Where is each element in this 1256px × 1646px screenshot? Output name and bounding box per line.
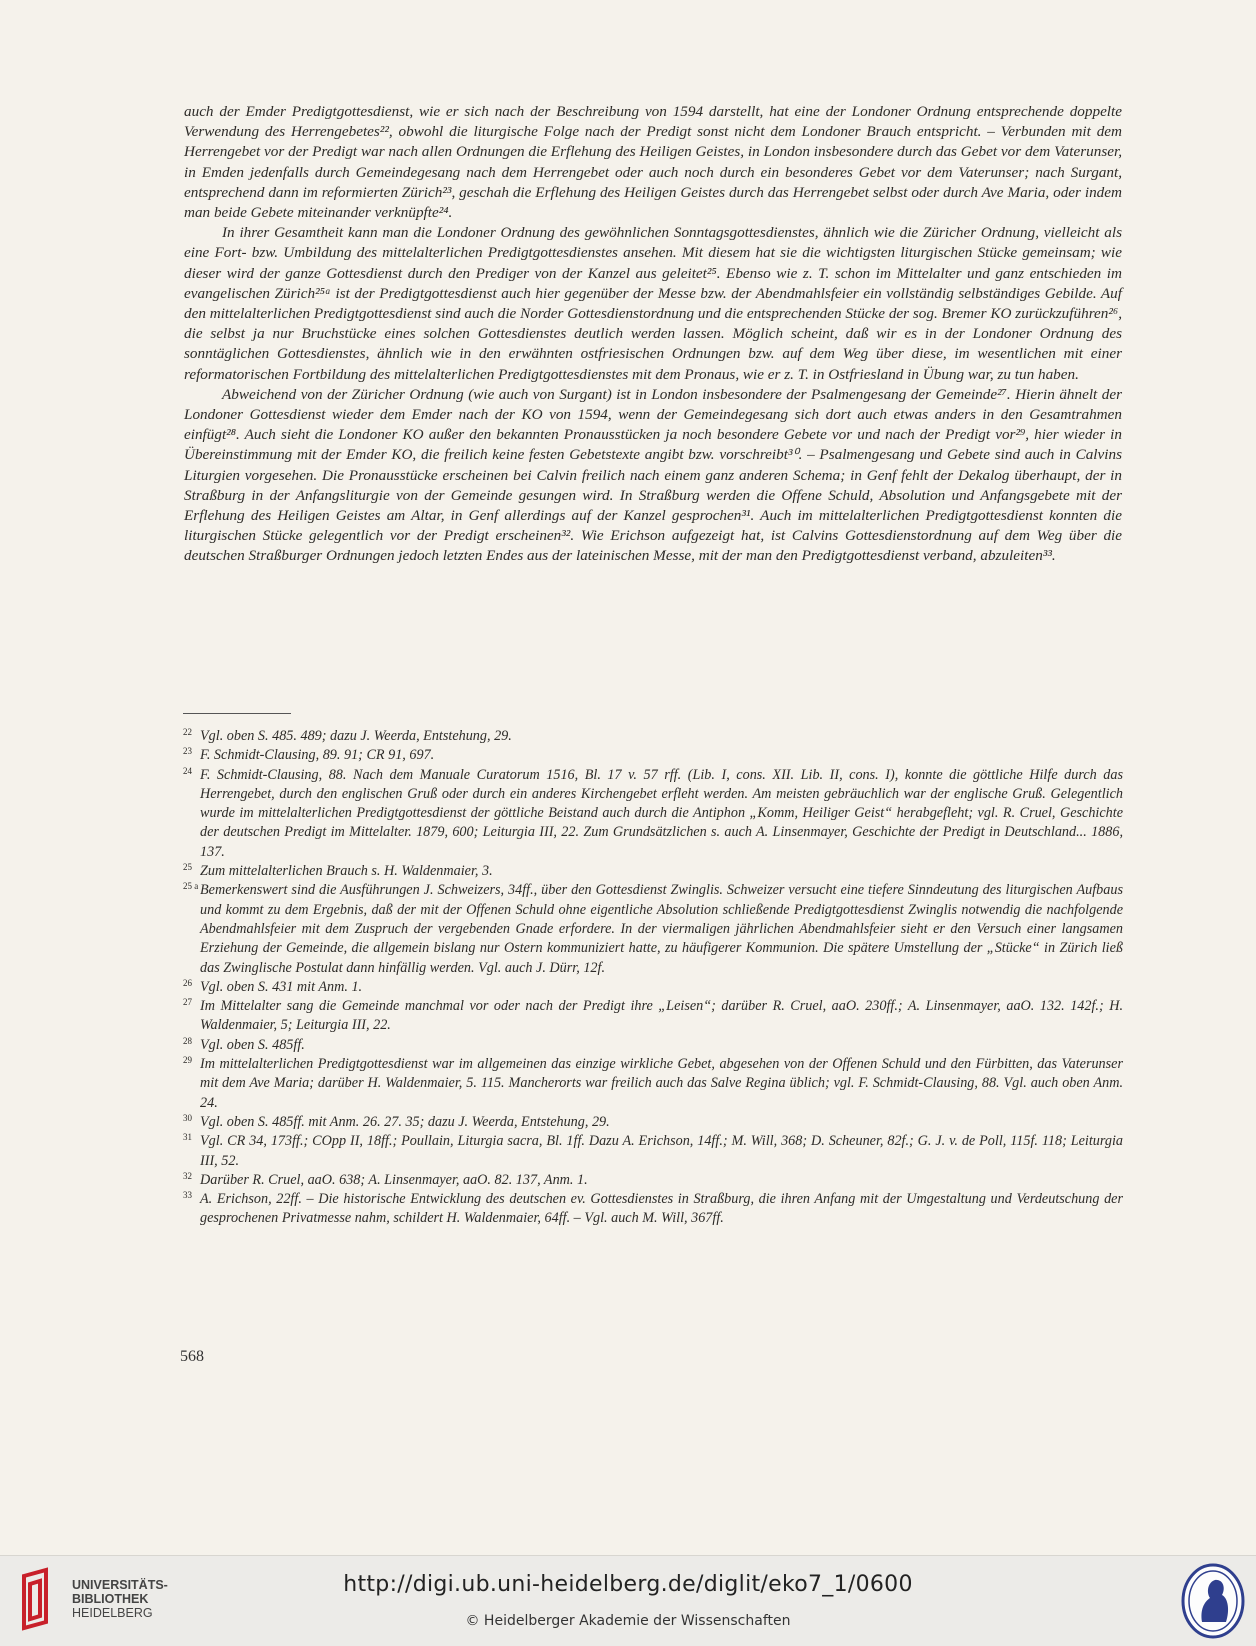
footnote-number: 27: [183, 997, 192, 1008]
footnote-number: 33: [183, 1190, 192, 1201]
footnote-number: 29: [183, 1055, 192, 1066]
footnote-number: 28: [183, 1035, 192, 1046]
footnote-25a: [183, 881, 1123, 977]
footnote-divider: [183, 713, 291, 714]
footnote-number: 23: [183, 746, 192, 757]
footnote-text: Vgl. oben S. 485ff. mit Anm. 26. 27. 35; dazu J. Weerda, Entstehung, 29.: [200, 1113, 610, 1130]
footnote-text: Vgl. oben S. 431 mit Anm. 1.: [200, 978, 363, 995]
footnote-31: [183, 1132, 1123, 1171]
footnote-text: Bemerkenswert sind die Ausführungen J. Schweizers, 34ff., über den Gottesdienst Zwinglis. Schweizer versucht eine tiefere Sinndeutung des liturgischen Aufbaus und kommt zu dem Ergebnis, daß der mit der Offenen Schuld ohne eigentliche Absolution schließende Predigtgottesdienst Zwinglis notwendig die nachfolgende Abendmahlsfeier mit dem Zuspruch der vergebenden Gnade erfordere. In der viermaligen jährlichen Abendmahlsfeier sieht er den Versuch einer langsamen Erziehung der Gemeinde, die allgemein bislang nur Ostern kommuniziert hatte, zu häufigerer Kommunion. Die spätere Umstellung der „Stücke“ in Zürich ließ das Zwinglische Postulat dann hinfällig werden. Vgl. auch J. Dürr, 12f.: [200, 882, 1123, 976]
footnotes: [183, 727, 1123, 1229]
footnote-text: Vgl. oben S. 485ff.: [200, 1036, 305, 1053]
page-number: 568: [180, 1348, 204, 1365]
footnote-33: [183, 1190, 1123, 1229]
footnote-number: 26: [183, 977, 192, 988]
footnote-28: [183, 1036, 1123, 1055]
footnote-27: [183, 997, 1123, 1036]
footnote-32: [183, 1171, 1123, 1190]
footnote-text: F. Schmidt-Clausing, 89. 91; CR 91, 697.: [200, 747, 435, 764]
footnote-text: Vgl. CR 34, 173ff.; COpp II, 18ff.; Poullain, Liturgia sacra, Bl. 1ff. Dazu A. Erichson, 14ff.; M. Will, 368; D. Scheuner, 82f.; G. J. v. de Poll, 115f. 118; Leiturgia III, 52.: [200, 1133, 1123, 1169]
main-text: [184, 102, 1122, 567]
footnote-29: [183, 1055, 1123, 1113]
paragraph-2: In ihrer Gesamtheit kann man die Londoner Ordnung des gewöhnlichen Sonntagsgottesdienstes, ähnlich wie die Züricher Ordnung, vielleicht als eine Fort- bzw. Umbildung des mittelalterlichen Predigtgottesdienstes ansehen. Mit diesem hat sie die wichtigsten liturgischen Stücke gemeinsam; wie dieser wird der ganze Gottesdienst durch den Prediger von der Kanzel aus geleitet²⁵. Ebenso wie z. T. schon im Mittelalter und ganz entschieden im evangelischen Zürich²⁵ᵃ ist der Predigtgottesdienst auch hier gegenüber der Messe bzw. der Abendmahlsfeier ein vollständig selbständiges Gebilde. Auf den mittelalterlichen Predigtgottesdienst sind auch die Norder Gottesdienstordnung und die entsprechenden Stücke der sog. Bremer KO zurückzuführen²⁶, die selbst ja nur Bruchstücke eines solchen Gottesdienstes deutlich werden lassen. Möglich scheint, daß wir es in der Londoner Ordnung des sonntäglichen Gottesdienstes, ähnlich wie in den erwähnten ostfriesischen Ordnungen bzw. auf dem Weg über diese, im wesentlichen mit einer reformatorischen Fortbildung des mittelalterlichen Predigtgottesdienstes mit dem Pronaus, wie er z. T. in Ostfriesland in Übung war, zu tun haben.: [184, 224, 1122, 383]
footnote-text: F. Schmidt-Clausing, 88. Nach dem Manuale Curatorum 1516, Bl. 17 v. 57 rff. (Lib. I, cons. XII. Lib. II, cons. I), konnte die göttliche Hilfe durch das Herrengebet, durch den englischen Gruß oder durch ein anderes Kirchengebet erfleht werden. Am meisten gebräuchlich war der englische Gruß. Gelegentlich wurde im mittelalterlichen Predigtgottesdienst der göttliche Beistand auch durch die Antiphon „Komm, Heiliger Geist“ herabgefleht; vgl. R. Cruel, Geschichte der deutschen Predigt im Mittelalter. 1879, 600; Leiturgia III, 22. Zum Grundsätzlichen s. auch A. Linsenmayer, Geschichte der Predigt in Deutschland... 1886, 137.: [200, 766, 1123, 860]
footnote-number: 22: [183, 727, 192, 737]
paragraph-1: auch der Emder Predigtgottesdienst, wie er sich nach der Beschreibung von 1594 darstellt, hat eine der Londoner Ordnung entsprechende doppelte Verwendung des Herrengebetes²², obwohl die liturgische Folge nach der Predigt sonst nicht dem Londoner Brauch entspricht. – Verbunden mit dem Herrengebet vor der Predigt war nach allen Ordnungen die Erflehung des Heiligen Geistes, in London insbesondere durch das Gebet vor dem Vaterunser, in Emden jedenfalls durch Gemeindegesang nach dem Herrengebet oder auch noch durch ein besonderes Gebet vor dem Vaterunser; nach Surgant, entsprechend dann im reformierten Zürich²³, geschah die Erflehung des Heiligen Geistes durch das Herrengebet selbst oder durch Ave Maria, oder indem man beide Gebete miteinander verknüpfte²⁴.: [184, 103, 1122, 222]
footnote-text: Im mittelalterlichen Predigtgottesdienst war im allgemeinen das einzige wirkliche Gebet, abgesehen von der Offenen Schuld und den Fürbitten, das Vaterunser mit dem Ave Maria; darüber H. Waldenmaier, 5. 115. Mancherorts war freilich auch das Salve Regina üblich; vgl. F. Schmidt-Clausing, 88. Vgl. auch oben Anm. 24.: [200, 1056, 1123, 1111]
footnote-30: [183, 1113, 1123, 1132]
footnote-text: Darüber R. Cruel, aaO. 638; A. Linsenmayer, aaO. 82. 137, Anm. 1.: [200, 1171, 588, 1188]
footnote-24: [183, 766, 1123, 862]
footnote-number: 32: [183, 1170, 192, 1181]
footnote-22: [183, 727, 1123, 746]
footnote-23: [183, 746, 1123, 765]
paragraph-3: Abweichend von der Züricher Ordnung (wie auch von Surgant) ist in London insbesondere der Psalmengesang der Gemeinde²⁷. Hierin ähnelt der Londoner Gottesdienst wieder dem Emder nach der KO von 1594, wenn der Gemeindegesang sich dort auch etwas anders in den Gesamtrahmen einfügt²⁸. Auch sieht die Londoner KO außer den bekannten Pronausstücken ja noch besondere Gebete vor und nach der Predigt vor²⁹, hier wieder in Übereinstimmung mit der Emder KO, die freilich keine festen Gebetstexte angibt bzw. vorschreibt³⁰. – Psalmengesang und Gebete sind auch in Calvins Liturgien vorgesehen. Die Pronausstücke erscheinen bei Calvin freilich nach einem ganz anderen Schema; in Genf fehlt der Dekalog überhaupt, der in Straßburg in der Anfangsliturgie von der Gemeinde gesungen wird. In Straßburg werden die Offene Schuld, Absolution und Anfangsgebete mit der Erflehung des Heiligen Geistes am Altar, in Genf allerdings auf der Kanzel gesprochen³¹. Auch im mittelalterlichen Predigtgottesdienst konnten die liturgischen Stücke gelegentlich vor der Predigt erscheinen³². Wie Erichson aufgezeigt hat, ist Calvins Gottesdienstordnung auf dem Weg über die deutschen Straßburger Ordnungen jedoch letzten Endes aus der lateinischen Messe, mit der man den Predigtgottesdienst verband, abzuleiten³³.: [184, 385, 1122, 565]
footnote-text: Vgl. oben S. 485. 489; dazu J. Weerda, Entstehung, 29.: [200, 728, 512, 744]
footnote-number: 31: [183, 1132, 192, 1143]
permalink-url[interactable]: http://digi.ub.uni-heidelberg.de/diglit/eko7_1/0600: [343, 1572, 913, 1597]
footnote-25: [183, 862, 1123, 881]
library-name-line2: BIBLIOTHEK: [72, 1592, 149, 1606]
library-name-line3: HEIDELBERG: [72, 1606, 153, 1620]
footer-bar: [0, 1555, 1256, 1646]
footnote-text: Im Mittelalter sang die Gemeinde manchmal vor oder nach der Predigt ihre „Leisen“; darüber R. Cruel, aaO. 230ff.; A. Linsenmayer, aaO. 132. 142f.; H. Waldenmaier, 5; Leiturgia III, 22.: [200, 998, 1123, 1034]
footnote-26: [183, 978, 1123, 997]
footnote-text: Zum mittelalterlichen Brauch s. H. Waldenmaier, 3.: [200, 863, 493, 880]
copyright-notice: © Heidelberger Akademie der Wissenschaften: [465, 1613, 791, 1629]
footnote-text: A. Erichson, 22ff. – Die historische Entwicklung des deutschen ev. Gottesdienstes in Straßburg, die ihren Anfang mit der Umgestaltung und Verdeutschung der gesprochenen Privatmesse nahm, schildert H. Waldenmaier, 64ff. – Vgl. auch M. Will, 367ff.: [200, 1191, 1123, 1227]
footnote-number: 25 a: [183, 881, 199, 892]
academy-seal-icon: [1180, 1562, 1246, 1640]
library-name-line1: UNIVERSITÄTS-: [72, 1578, 168, 1592]
footnote-number: 25: [183, 862, 192, 873]
footnote-number: 24: [183, 765, 192, 776]
footnote-number: 30: [183, 1112, 192, 1123]
